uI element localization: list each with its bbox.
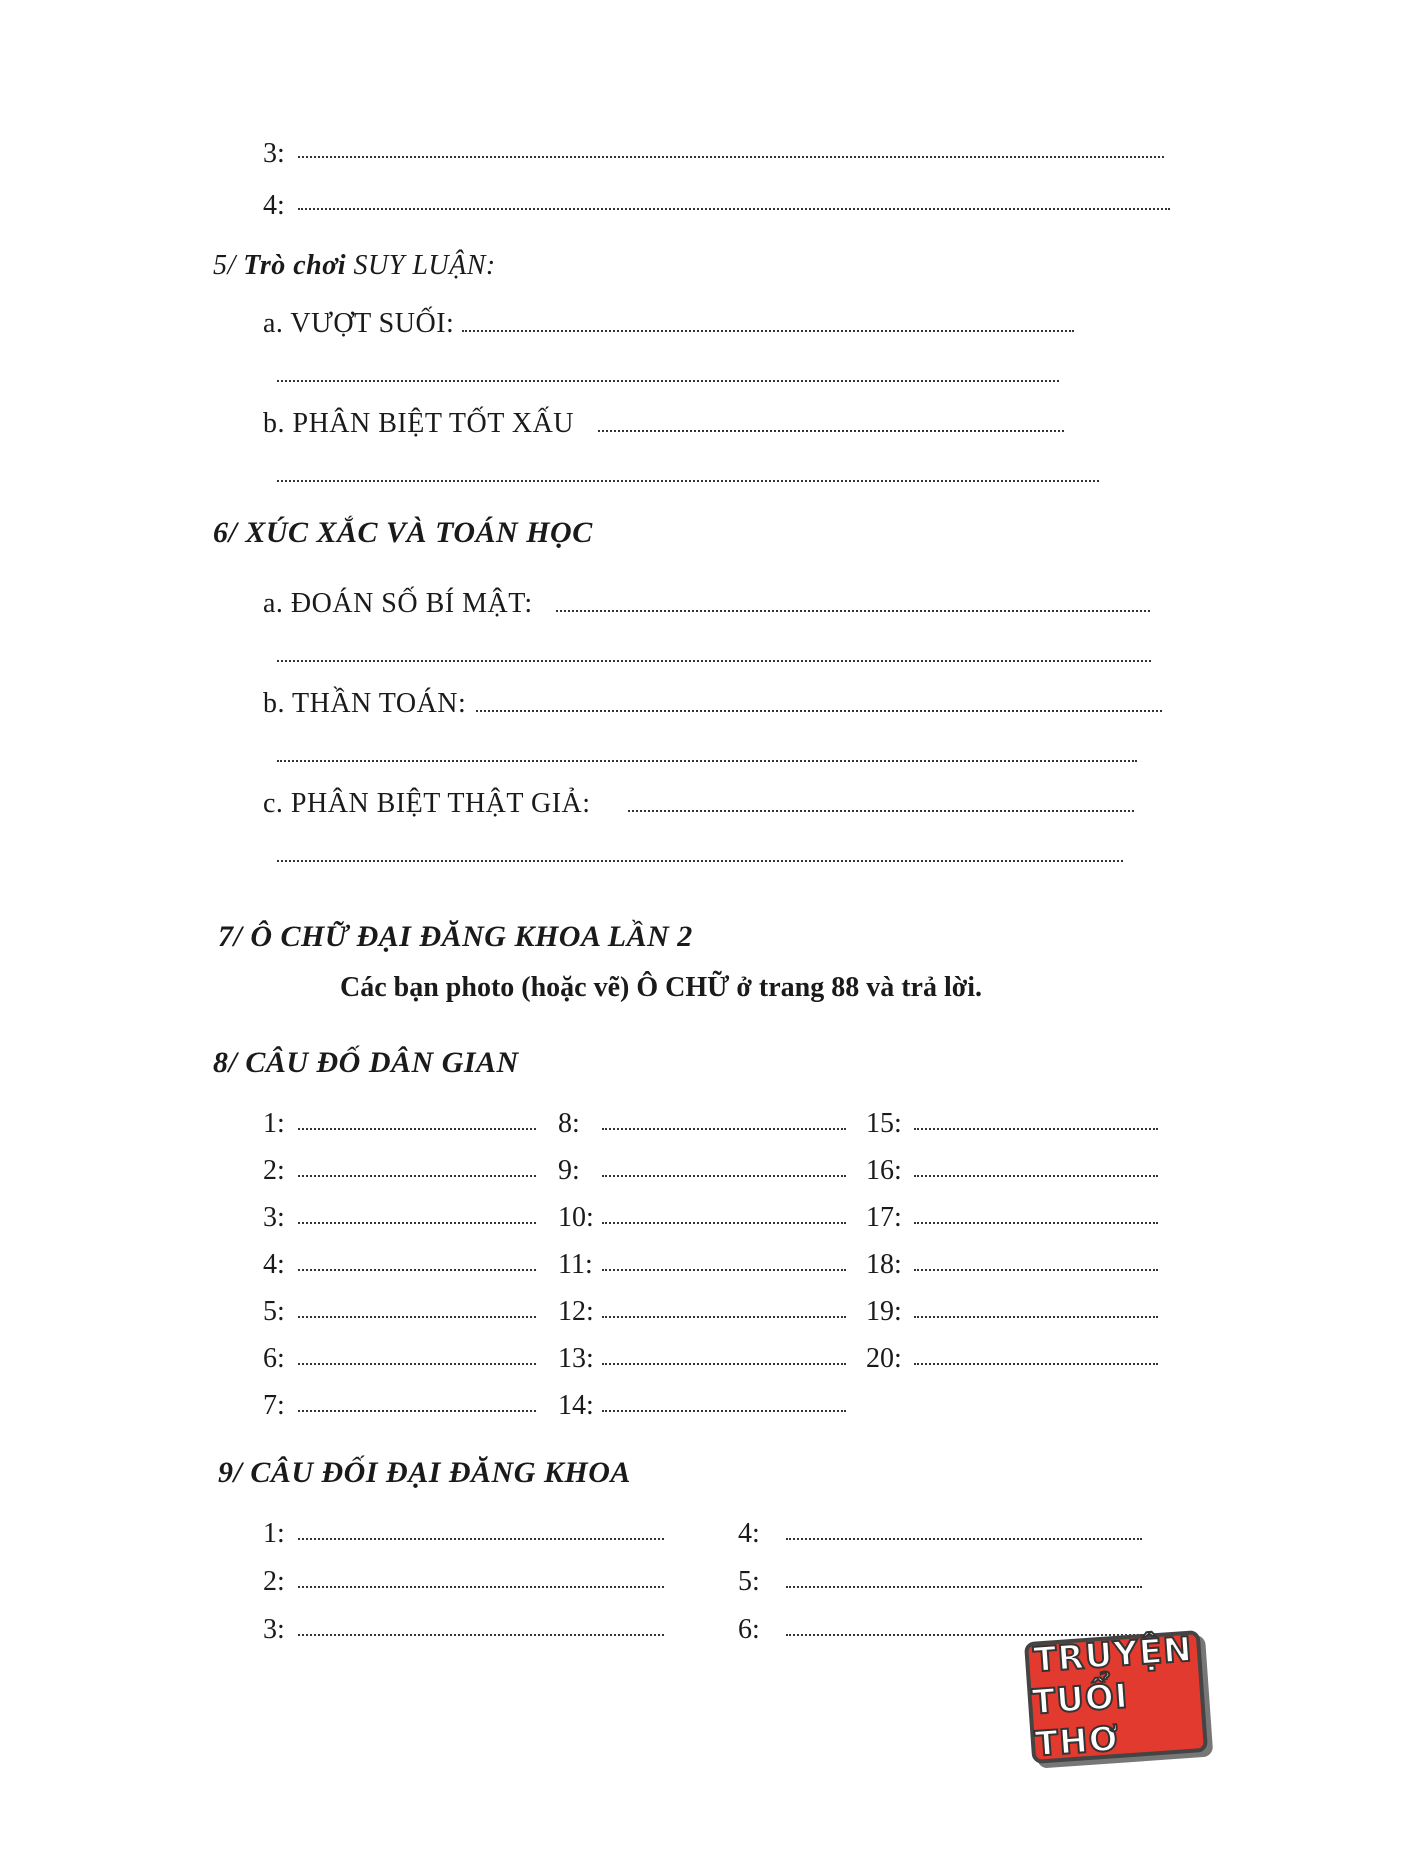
section-7-note: Các bạn photo (hoặc vẽ) Ô CHỮ ở trang 88 và trả lời. [340,972,983,1003]
answer-number-label: 7: [263,1390,285,1421]
section-5-heading [213,250,496,282]
answer-number-label: 4: [263,1249,285,1280]
section-5-title: SUY LUẬN: [353,250,496,281]
answer-number-label: 3: [263,1202,285,1233]
answer-number-label: 6: [263,1343,285,1374]
section-6-heading: 6/ XÚC XẮC VÀ TOÁN HỌC [213,516,593,549]
answer-line[interactable] [298,1410,536,1412]
answer-line[interactable] [298,1538,664,1540]
answer-line[interactable] [786,1538,1142,1540]
answer-line[interactable] [602,1363,846,1365]
answer-number-label: 20: [866,1343,902,1374]
answer-line[interactable] [298,1128,536,1130]
answer-line[interactable] [298,1269,536,1271]
answer-line[interactable] [598,430,1064,432]
truyen-tuoi-tho-logo [1024,1630,1208,1764]
answer-line[interactable] [602,1175,846,1177]
answer-number-label: 1: [263,1108,285,1139]
answer-line[interactable] [298,1316,536,1318]
answer-line[interactable] [602,1410,846,1412]
answer-line[interactable] [298,1175,536,1177]
answer-number-label: 15: [866,1108,902,1139]
answer-number-label: 12: [558,1296,594,1327]
answer-line[interactable] [298,1634,664,1636]
answer-line[interactable] [914,1175,1158,1177]
answer-line[interactable] [914,1128,1158,1130]
section-5-prefix: Trò chơi [243,250,347,281]
answer-number-label: 9: [558,1155,580,1186]
logo-line-2: TUỔI THƠ [1030,1676,1130,1765]
answer-line[interactable] [914,1316,1158,1318]
logo-line-1: TRUYỆN [1032,1629,1194,1681]
section-8-heading: 8/ CÂU ĐỐ DÂN GIAN [213,1046,519,1079]
answer-line[interactable] [602,1269,846,1271]
answer-number-label: 5: [738,1566,760,1597]
answer-line[interactable] [298,208,1170,210]
answer-number-label: 8: [558,1108,580,1139]
answer-number-label: 5: [263,1296,285,1327]
answer-number-label: 1: [263,1518,285,1549]
answer-line[interactable] [277,860,1123,862]
answer-line[interactable] [277,760,1137,762]
section-7-heading: 7/ Ô CHỮ ĐẠI ĐĂNG KHOA LẦN 2 [218,920,693,953]
answer-number-label: 17: [866,1202,902,1233]
answer-line[interactable] [602,1222,846,1224]
answer-line[interactable] [628,810,1134,812]
section-6a-label: a. ĐOÁN SỐ BÍ MẬT: [263,588,533,619]
section-5a-label: a. VƯỢT SUỐI: [263,308,455,339]
answer-line[interactable] [298,156,1164,158]
answer-number-label: 16: [866,1155,902,1186]
answer-line[interactable] [476,710,1162,712]
answer-number-label: 4: [738,1518,760,1549]
answer-line[interactable] [277,660,1151,662]
section-5b-label: b. PHÂN BIỆT TỐT XẤU [263,408,575,439]
answer-number-label: 2: [263,1155,285,1186]
answer-line[interactable] [786,1586,1142,1588]
answer-line[interactable] [914,1363,1158,1365]
answer-number-label: 2: [263,1566,285,1597]
answer-number-label: 6: [738,1614,760,1645]
answer-number-label: 13: [558,1343,594,1374]
answer-number-label: 19: [866,1296,902,1327]
item-4-label: 4: [263,190,285,221]
section-5-number: 5/ [213,250,236,281]
section-6c-label: c. PHÂN BIỆT THẬT GIẢ: [263,788,591,819]
answer-number-label: 10: [558,1202,594,1233]
answer-line[interactable] [277,480,1099,482]
answer-number-label: 3: [263,1614,285,1645]
answer-line[interactable] [602,1128,846,1130]
answer-line[interactable] [914,1269,1158,1271]
answer-line[interactable] [298,1363,536,1365]
answer-number-label: 14: [558,1390,594,1421]
section-9-heading: 9/ CÂU ĐỐI ĐẠI ĐĂNG KHOA [218,1456,631,1489]
answer-line[interactable] [914,1222,1158,1224]
answer-line[interactable] [602,1316,846,1318]
answer-line[interactable] [298,1222,536,1224]
answer-line[interactable] [556,610,1150,612]
section-6b-label: b. THẦN TOÁN: [263,688,467,719]
answer-line[interactable] [277,380,1059,382]
answer-line[interactable] [462,330,1074,332]
item-3-label: 3: [263,138,285,169]
answer-number-label: 18: [866,1249,902,1280]
answer-line[interactable] [298,1586,664,1588]
answer-number-label: 11: [558,1249,593,1280]
